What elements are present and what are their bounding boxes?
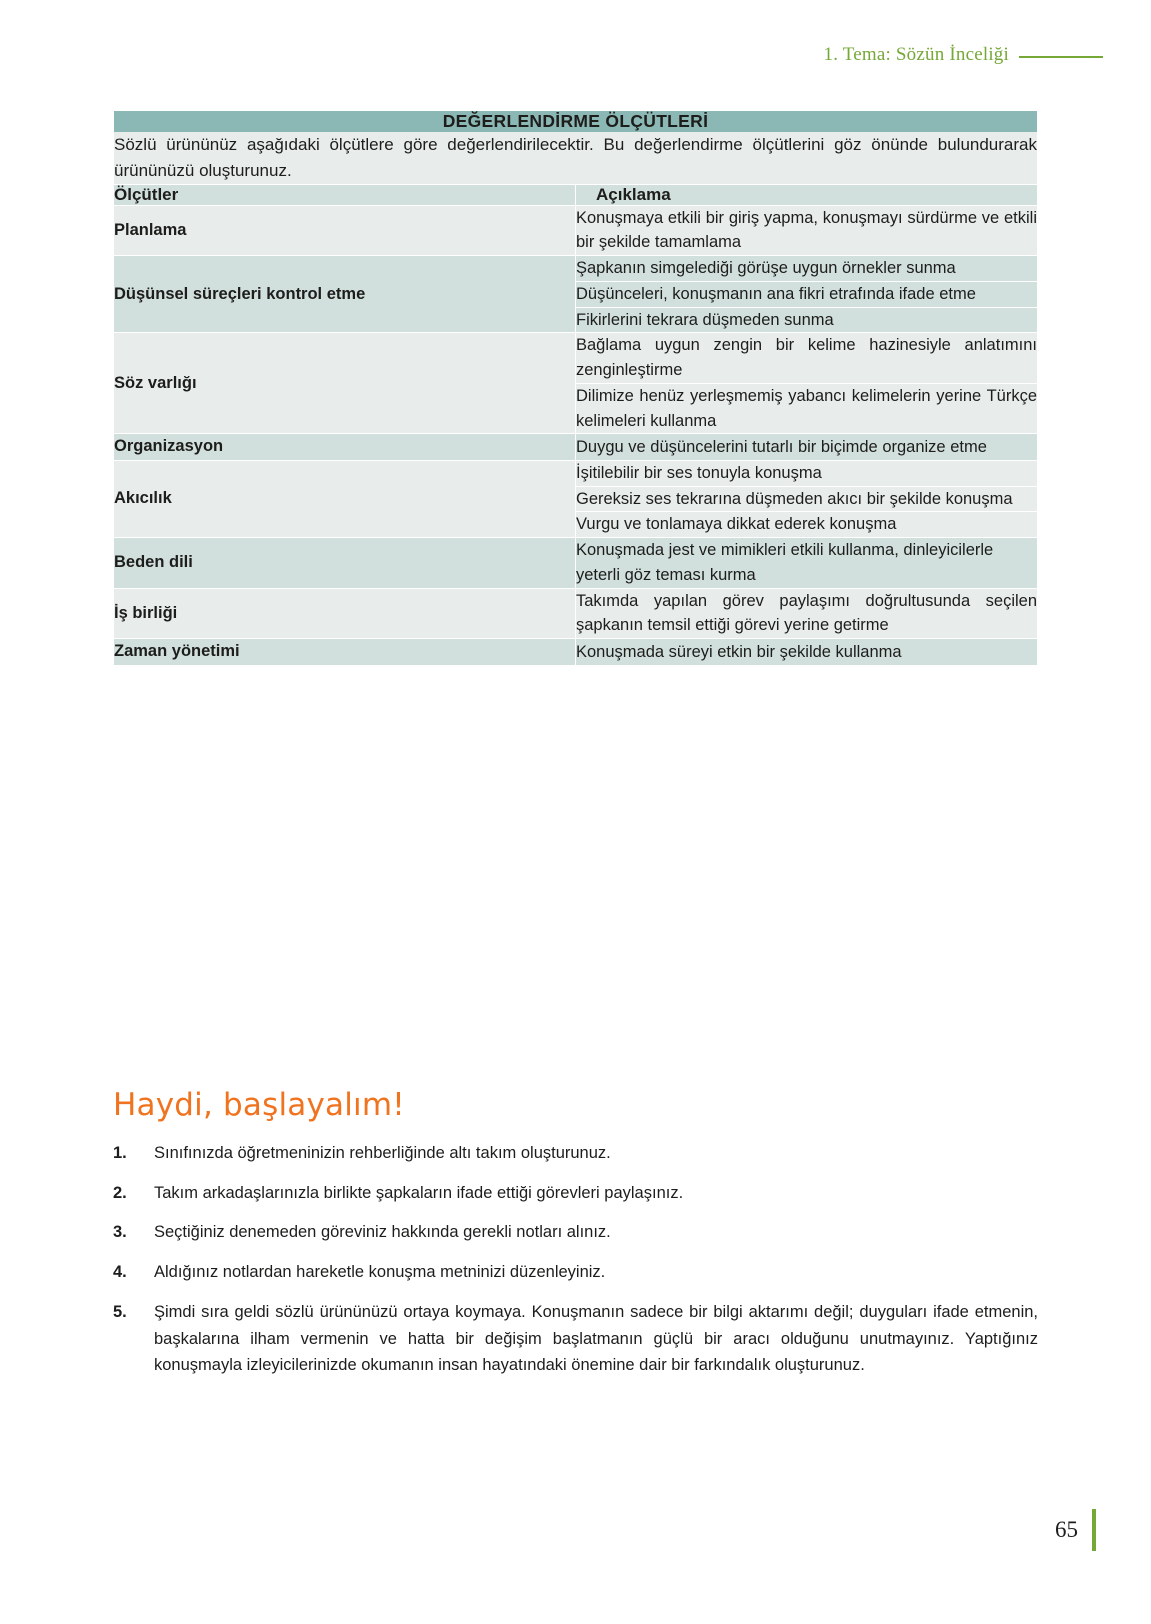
page-number: 65 — [1055, 1517, 1078, 1542]
step-number: 3. — [113, 1223, 127, 1242]
evaluation-criteria-table — [114, 111, 1037, 665]
table-row — [114, 639, 1037, 665]
table-intro-row — [114, 132, 1037, 184]
activity-steps-list — [113, 1140, 1038, 1392]
table-column-header-row — [114, 184, 1037, 205]
criterion-description: Fikirlerini tekrara düşmeden sunma — [576, 307, 1038, 333]
criterion-description: Konuşmada süreyi etkin bir şekilde kullanma — [576, 639, 1038, 665]
criterion-name: Organizasyon — [114, 434, 576, 461]
header-rule — [1019, 56, 1103, 58]
list-item — [113, 1219, 1038, 1246]
table-title-row — [114, 111, 1037, 132]
criterion-name: Beden dili — [114, 538, 576, 589]
criterion-description: Konuşmaya etkili bir giriş yapma, konuşmayı sürdürme ve etkili bir şekilde tamamlama — [576, 205, 1038, 256]
table-row — [114, 256, 1037, 282]
criterion-description: Gereksiz ses tekrarına düşmeden akıcı bir şekilde konuşma — [576, 486, 1038, 512]
table-row — [114, 538, 1037, 589]
list-item — [113, 1140, 1038, 1167]
table-row — [114, 205, 1037, 256]
theme-label: 1. Tema: Sözün İnceliği — [823, 44, 1009, 65]
criterion-description: Dilimize henüz yerleşmemiş yabancı kelimelerin yerine Türkçe kelimeleri kullanma — [576, 383, 1038, 434]
table-row — [114, 460, 1037, 486]
criterion-description: Bağlama uygun zengin bir kelime hazinesiyle anlatımını zenginleştirme — [576, 333, 1038, 384]
criterion-name: Akıcılık — [114, 460, 576, 537]
table-row — [114, 333, 1037, 384]
criterion-description: Takımda yapılan görev paylaşımı doğrultusunda seçilen şapkanın temsil ettiği görevi yerine getirme — [576, 588, 1038, 639]
step-number: 2. — [113, 1183, 127, 1202]
criterion-description: Şapkanın simgelediği görüşe uygun örnekler sunma — [576, 256, 1038, 282]
step-number: 5. — [113, 1302, 127, 1321]
step-text: Sınıfınızda öğretmeninizin rehberliğinde altı takım oluşturunuz. — [154, 1144, 611, 1162]
table-title: DEĞERLENDİRME ÖLÇÜTLERİ — [114, 111, 1037, 132]
criterion-name: Planlama — [114, 205, 576, 256]
table-intro-text: Sözlü ürününüz aşağıdaki ölçütlere göre değerlendirilecektir. Bu değerlendirme ölçütlerini göz önünde bulundurarak ürününüzü oluşturunuz. — [114, 132, 1037, 184]
criterion-description: Duygu ve düşüncelerini tutarlı bir biçimde organize etme — [576, 434, 1038, 461]
step-text: Şimdi sıra geldi sözlü ürününüzü ortaya koymaya. Konuşmanın sadece bir bilgi aktarımı değil; duyguları ifade etmenin, başkalarına ilham vermenin ve hatta bir değişim başlatmanın güçlü bir aracı olduğunu unutmayınız. Yaptığınız konuşmayla izleyicilerinizde okumanın insan hayatındaki önemine dair bir farkındalık oluşturunuz. — [154, 1302, 1038, 1375]
step-number: 1. — [113, 1144, 127, 1162]
list-item — [113, 1259, 1038, 1286]
folio-bar — [1092, 1509, 1096, 1551]
table-row — [114, 588, 1037, 639]
column-header-criteria: Ölçütler — [114, 184, 576, 205]
criterion-description: Vurgu ve tonlamaya dikkat ederek konuşma — [576, 512, 1038, 538]
criterion-name: Söz varlığı — [114, 333, 576, 434]
criterion-name: Zaman yönetimi — [114, 639, 576, 665]
activity-heading: Haydi, başlayalım! — [113, 1087, 405, 1123]
criterion-name: İş birliği — [114, 588, 576, 639]
step-text: Takım arkadaşlarınızla birlikte şapkaların ifade ettiği görevleri paylaşınız. — [154, 1183, 684, 1202]
table-row — [114, 434, 1037, 461]
page-running-header — [824, 44, 1104, 66]
list-item — [113, 1180, 1038, 1207]
criterion-description: Konuşmada jest ve mimikleri etkili kullanma, dinleyicilerle yeterli göz teması kurma — [576, 538, 1038, 589]
step-text: Seçtiğiniz denemeden göreviniz hakkında gerekli notları alınız. — [154, 1223, 611, 1242]
criterion-description: İşitilebilir bir ses tonuyla konuşma — [576, 460, 1038, 486]
criterion-name: Düşünsel süreçleri kontrol etme — [114, 256, 576, 333]
step-number: 4. — [113, 1263, 127, 1282]
page-folio — [1055, 1509, 1096, 1551]
step-text: Aldığınız notlardan hareketle konuşma metninizi düzenleyiniz. — [154, 1263, 606, 1282]
criterion-description: Düşünceleri, konuşmanın ana fikri etrafında ifade etme — [576, 281, 1038, 307]
column-header-description: Açıklama — [576, 184, 1038, 205]
list-item — [113, 1299, 1038, 1379]
